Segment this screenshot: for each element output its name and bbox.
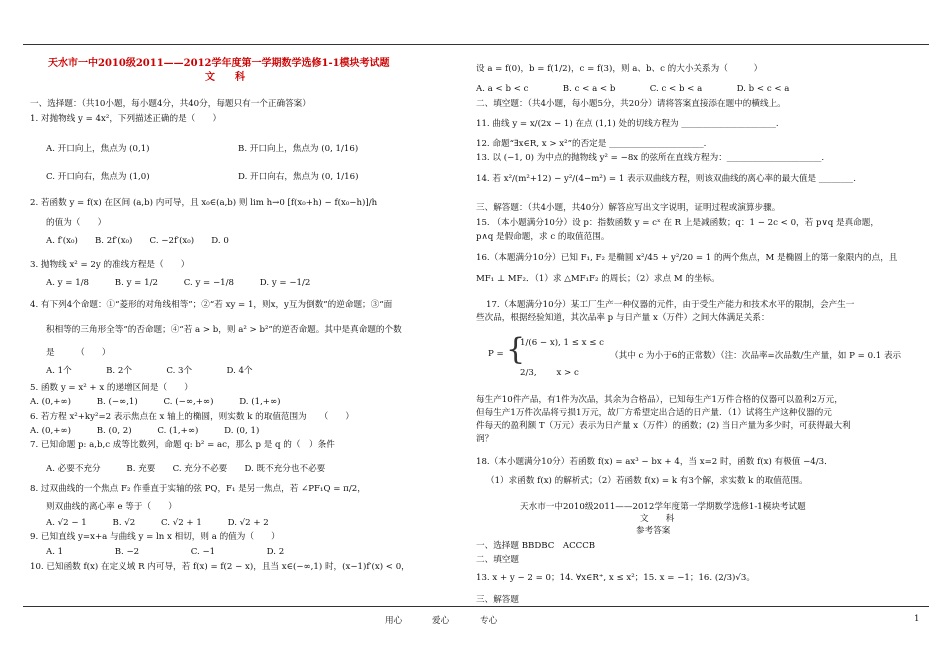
answer-subtitle: 文 科	[640, 514, 675, 524]
q10-options: A. a < b < c B. c < a < b C. c < b < a D. b < c < a	[476, 84, 790, 94]
question-17: 17.（本题满分10分）某工厂生产一种仪器的元件，由于受生产能力和技术水平的限制，会产生一	[486, 300, 855, 310]
footer-rule	[23, 606, 929, 607]
answer-choice: 一、选择题 BBDBC ACCCB	[476, 541, 596, 551]
question-4-cont: 积相等的三角形全等”的否命题；④“若 a > b，则 a² > b²”的逆否命题。其中是真命题的个数	[46, 325, 402, 335]
header-rule	[23, 44, 929, 45]
q6-options: A. (0,+∞) B. (0, 2) C. (1,+∞) D. (0, 1)	[30, 426, 260, 436]
answer-fill: 13. x + y − 2 = 0；14. ∀x∈R⁺, x ≤ x²；15. x = −1；16. (2/3)√3。	[476, 573, 755, 583]
section-answer-heading: 三、解答题：（共4小题，共40分）解答应写出文字说明，证明过程或演算步骤。	[476, 203, 781, 213]
question-14: 14. 若 x²/(m²+12) − y²/(4−m²) = 1 表示双曲线方程，则该双曲线的离心率的最大值是 ________.	[476, 174, 856, 184]
question-10-cont: 设 a = f(0)，b = f(1/2)，c = f(3)，则 a、b、c 的大小关系为（ ）	[476, 64, 763, 74]
answer-title: 天水市一中2010级2011——2012学年度第一学期数学选修1-1模块考试题	[520, 502, 806, 512]
question-8-cont: 则双曲线的离心率 e 等于（ ）	[46, 502, 177, 512]
question-17-text-2: 但每生产1万件次品将亏损1万元，故厂方希望定出合适的日产量．（1）试将生产这种仪器的元	[476, 408, 832, 418]
question-17-text-1: 每生产10件产品，有1件为次品，其余为合格品），已知每生产1万件合格的仪器可以盈利2万元，	[476, 395, 843, 405]
question-4: 4. 有下列4个命题：①“菱形的对角线相等”；②“若 xy = 1，则x，y互为倒数”的逆命题；③“面	[30, 300, 393, 310]
brace-icon: {	[506, 332, 526, 367]
q2-options: A. f′(x₀) B. 2f′(x₀) C. −2f′(x₀) D. 0	[46, 236, 229, 246]
question-17-text-4: 润？	[476, 434, 494, 444]
section-choice-heading: 一、选择题：（共10小题，每小题4分，共40分，每题只有一个正确答案）	[30, 99, 311, 109]
footer-word-3: 专心	[480, 616, 498, 626]
question-16: 16.（本题满分10分）已知 F₁, F₂ 是椭圆 x²/45 + y²/20 = 1 的两个焦点，M 是椭圆上的第一象限内的点，且	[476, 253, 898, 263]
question-15: 15. （本小题满分10分）设 p：指数函数 y = cˣ 在 R 上是减函数；q：1 − 2c < 0，若 p∨q 是真命题，	[476, 218, 879, 228]
q8-options: A. √2 − 1 B. √2 C. √2 + 1 D. √2 + 2	[46, 518, 269, 528]
question-6: 6. 若方程 x²+ky²=2 表示焦点在 x 轴上的椭圆，则实数 k 的取值范围为 （ ）	[30, 412, 354, 422]
q1-option-b: B. 开口向上，焦点为 (0, 1/16)	[238, 144, 359, 154]
question-11: 11. 曲线 y = x/(2x − 1) 在点 (1,1) 处的切线方程为 ______________________.	[476, 119, 779, 129]
piecewise-case-1: 1/(6 − x), 1 ≤ x ≤ c	[520, 338, 604, 348]
answer-solve-heading: 三、解答题	[476, 595, 519, 605]
question-16-cont: MF₁ ⊥ MF₂．（1）求 △MF₁F₂ 的周长；（2）求点 M 的坐标。	[476, 274, 720, 284]
piecewise-lhs: P =	[488, 349, 504, 359]
question-10: 10. 已知函数 f(x) 在定义域 R 内可导，若 f(x) = f(2 − x)，且当 x∈(−∞,1) 时，(x−1)f′(x) < 0，	[30, 562, 410, 572]
question-2: 2. 若函数 y = f(x) 在区间 (a,b) 内可导，且 x₀∈(a,b) 则 lim h→0 [f(x₀+h) − f(x₀−h)]/h	[30, 198, 378, 208]
footer-word-2: 爱心	[432, 616, 450, 626]
question-1: 1. 对抛物线 y = 4x²，下列描述正确的是（ ）	[30, 114, 222, 124]
question-4-end: 是 （ ）	[46, 348, 111, 358]
answer-fill-heading: 二、填空题	[476, 555, 519, 565]
question-15-cont: p∧q 是假命题，求 c 的取值范围。	[476, 232, 610, 242]
footer-word-1: 用心	[385, 616, 403, 626]
answer-heading: 参考答案	[636, 526, 671, 536]
q1-option-a: A. 开口向上，焦点为 (0,1)	[46, 144, 150, 154]
question-18: 18.（本小题满分10分）若函数 f(x) = ax³ − bx + 4，当 x=2 时，函数 f(x) 有极值 −4/3．	[476, 457, 833, 467]
piecewise-case-2: 2/3, x > c	[520, 368, 579, 378]
question-9: 9. 已知直线 y=x+a 与曲线 y = ln x 相切，则 a 的值为（ ）	[30, 532, 280, 542]
question-12: 12. 命题“∃x∈R, x > x²”的否定是 ______________________.	[476, 139, 707, 149]
q7-options: A. 必要不充分 B. 充要 C. 充分不必要 D. 既不充分也不必要	[46, 464, 326, 474]
q5-options: A. (0,+∞) B. (−∞,1) C. (−∞,+∞) D. (1,+∞)	[30, 397, 281, 407]
question-2-cont: 的值为（ ）	[46, 218, 107, 228]
question-17-note: （其中 c 为小于6的正常数）（注：次品率=次品数/生产量，如 P = 0.1 表示	[610, 351, 902, 361]
q1-option-d: D. 开口向右，焦点为 (0, 1/16)	[238, 172, 359, 182]
q9-options: A. 1 B. −2 C. −1 D. 2	[46, 547, 285, 557]
q4-options: A. 1个 B. 2个 C. 3个 D. 4个	[46, 366, 253, 376]
question-3: 3. 抛物线 x² = 2y 的准线方程是（ ）	[30, 260, 190, 270]
q3-options: A. y = 1/8 B. y = 1/2 C. y = −1/8 D. y = −1/2	[46, 278, 311, 288]
question-17-text-3: 件每天的盈利额 T（万元）表示为日产量 x（万件）的函数；(2) 当日产量为多少时，可获得最大利	[476, 421, 851, 431]
question-18-cont: （1）求函数 f(x) 的解析式；（2）若函数 f(x) = k 有3个解，求实数 k 的取值范围。	[486, 476, 808, 486]
question-5: 5. 函数 y = x² + x 的递增区间是（ ）	[30, 383, 193, 393]
q1-option-c: C. 开口向右，焦点为 (1,0)	[46, 172, 150, 182]
section-fill-heading: 二、填空题：（共4小题，每小题5分，共20分）请将答案直接添在题中的横线上。	[476, 99, 786, 109]
page-number: 1	[914, 614, 920, 624]
exam-title: 天水市一中2010级2011——2012学年度第一学期数学选修1-1模块考试题	[48, 58, 390, 69]
question-13: 13. 以 (−1, 0) 为中点的抛物线 y² = −8x 的弦所在直线方程为：______________________.	[476, 153, 825, 163]
question-17-cont: 些次品，根据经验知道，其次品率 p 与日产量 x（万件）之间大体满足关系：	[476, 313, 770, 323]
question-8: 8. 过双曲线的一个焦点 F₂ 作垂直于实轴的弦 PQ，F₁ 是另一焦点，若 ∠PF₁Q = π/2，	[30, 484, 366, 494]
exam-subtitle: 文 科	[205, 72, 245, 83]
question-7: 7. 已知命题 p: a,b,c 成等比数列，命题 q: b² = ac，那么 p 是 q 的（ ）条件	[30, 440, 335, 450]
